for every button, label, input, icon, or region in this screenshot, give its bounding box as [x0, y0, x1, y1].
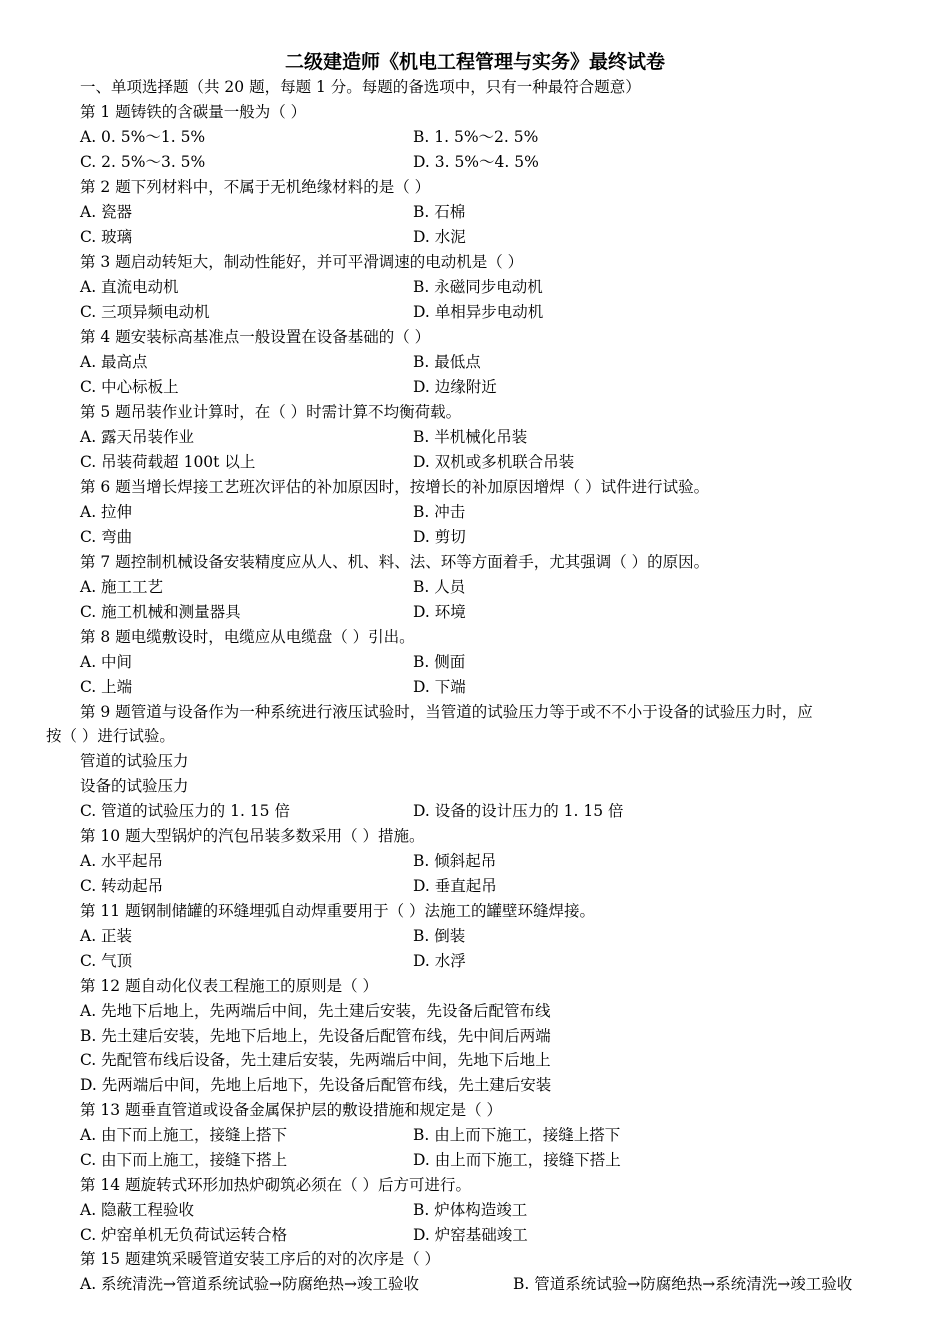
question-13-option-d: D. 由上而下施工，接缝下搭上	[413, 1151, 621, 1169]
question-9-stem-line-2: 按（ ）进行试验。	[46, 727, 175, 745]
question-11-option-b: B. 倒装	[413, 927, 466, 945]
question-4-option-d: D. 边缘附近	[413, 378, 497, 396]
question-12-option-c: C. 先配管布线后设备，先土建后安装，先两端后中间，先地下后地上	[80, 1051, 551, 1069]
question-10-option-b: B. 倾斜起吊	[413, 852, 497, 870]
question-2-option-b: B. 石棉	[413, 203, 466, 221]
question-12-option-b: B. 先土建后安装，先地下后地上，先设备后配管布线，先中间后两端	[80, 1027, 551, 1045]
question-9-option-2: 设备的试验压力	[80, 777, 189, 795]
question-14-stem: 第 14 题旋转式环形加热炉砌筑必须在（ ）后方可进行。	[80, 1176, 472, 1194]
question-6-option-b: B. 冲击	[413, 503, 466, 521]
question-9-stem-line-1: 第 9 题管道与设备作为一种系统进行液压试验时，当管道的试验压力等于或不不小于设备的试验压力时，应	[80, 703, 813, 721]
question-12-option-a: A. 先地下后地上，先两端后中间，先土建后安装，先设备后配管布线	[80, 1002, 551, 1020]
question-14-option-a: A. 隐蔽工程验收	[80, 1201, 195, 1219]
question-1-option-c: C. 2. 5%～3. 5%	[80, 153, 206, 171]
question-8-option-d: D. 下端	[413, 678, 466, 696]
question-6-option-c: C. 弯曲	[80, 528, 133, 546]
question-2-option-c: C. 玻璃	[80, 228, 133, 246]
question-9-option-1: 管道的试验压力	[80, 752, 189, 770]
question-15-option-a: A. 系统清洗→管道系统试验→防腐绝热→竣工验收	[80, 1275, 420, 1293]
question-3-stem: 第 3 题启动转矩大，制动性能好，并可平滑调速的电动机是（ ）	[80, 253, 524, 271]
question-13-option-c: C. 由下而上施工，接缝下搭上	[80, 1151, 288, 1169]
question-10-option-a: A. 水平起吊	[80, 852, 164, 870]
question-5-option-c: C. 吊装荷载超 100t 以上	[80, 453, 256, 471]
question-7-stem: 第 7 题控制机械设备安装精度应从人、机、料、法、环等方面着手，尤其强调（ ）的原因。	[80, 553, 710, 571]
question-14-option-c: C. 炉窑单机无负荷试运转合格	[80, 1226, 288, 1244]
section-heading: 一、单项选择题（共 20 题，每题 1 分。每题的备选项中，只有一种最符合题意）	[80, 78, 641, 96]
question-11-option-d: D. 水浮	[413, 952, 466, 970]
question-10-option-c: C. 转动起吊	[80, 877, 164, 895]
question-9-option-d: D. 设备的设计压力的 1. 15 倍	[413, 802, 624, 820]
question-10-stem: 第 10 题大型锅炉的汽包吊装多数采用（ ）措施。	[80, 827, 425, 845]
question-6-option-d: D. 剪切	[413, 528, 466, 546]
question-4-option-a: A. 最高点	[80, 353, 148, 371]
question-8-stem: 第 8 题电缆敷设时，电缆应从电缆盘（ ）引出。	[80, 628, 415, 646]
question-8-option-a: A. 中间	[80, 653, 133, 671]
question-10-option-d: D. 垂直起吊	[413, 877, 497, 895]
question-7-option-b: B. 人员	[413, 578, 466, 596]
question-4-option-c: C. 中心标板上	[80, 378, 179, 396]
question-6-stem: 第 6 题当增长焊接工艺班次评估的补加原因时，按增长的补加原因增焊（ ）试件进行试验。	[80, 478, 710, 496]
question-8-option-b: B. 侧面	[413, 653, 466, 671]
question-5-option-a: A. 露天吊装作业	[80, 428, 195, 446]
question-13-option-b: B. 由上而下施工，接缝上搭下	[413, 1126, 621, 1144]
question-12-option-d: D. 先两端后中间，先地上后地下，先设备后配管布线，先土建后安装	[80, 1076, 552, 1094]
question-8-option-c: C. 上端	[80, 678, 133, 696]
question-11-stem: 第 11 题钢制储罐的环缝埋弧自动焊重要用于（ ）法施工的罐壁环缝焊接。	[80, 902, 596, 920]
question-11-option-a: A. 正装	[80, 927, 133, 945]
question-14-option-d: D. 炉窑基础竣工	[413, 1226, 528, 1244]
question-1-option-d: D. 3. 5%～4. 5%	[413, 153, 539, 171]
question-2-stem: 第 2 题下列材料中，不属于无机绝缘材料的是（ ）	[80, 178, 431, 196]
question-7-option-d: D. 环境	[413, 603, 466, 621]
question-1-option-b: B. 1. 5%～2. 5%	[413, 128, 539, 146]
question-14-option-b: B. 炉体构造竣工	[413, 1201, 528, 1219]
question-2-option-a: A. 瓷器	[80, 203, 133, 221]
question-5-stem: 第 5 题吊装作业计算时，在（ ）时需计算不均衡荷载。	[80, 403, 462, 421]
question-12-stem: 第 12 题自动化仪表工程施工的原则是（ ）	[80, 977, 379, 995]
question-4-option-b: B. 最低点	[413, 353, 481, 371]
question-5-option-b: B. 半机械化吊装	[413, 428, 528, 446]
question-15-stem: 第 15 题建筑采暖管道安装工序后的对的次序是（ ）	[80, 1250, 441, 1268]
question-11-option-c: C. 气顶	[80, 952, 133, 970]
question-3-option-b: B. 永磁同步电动机	[413, 278, 543, 296]
question-3-option-d: D. 单相异步电动机	[413, 303, 544, 321]
question-1-stem: 第 1 题铸铁的含碳量一般为（ ）	[80, 103, 307, 121]
question-5-option-d: D. 双机或多机联合吊装	[413, 453, 575, 471]
question-6-option-a: A. 拉伸	[80, 503, 133, 521]
question-1-option-a: A. 0. 5%～1. 5%	[80, 128, 206, 146]
question-9-option-c: C. 管道的试验压力的 1. 15 倍	[80, 802, 290, 820]
question-13-stem: 第 13 题垂直管道或设备金属保护层的敷设措施和规定是（ ）	[80, 1101, 503, 1119]
question-3-option-a: A. 直流电动机	[80, 278, 179, 296]
question-4-stem: 第 4 题安装标高基准点一般设置在设备基础的（ ）	[80, 328, 431, 346]
question-7-option-c: C. 施工机械和测量器具	[80, 603, 241, 621]
question-2-option-d: D. 水泥	[413, 228, 466, 246]
question-13-option-a: A. 由下而上施工，接缝上搭下	[80, 1126, 288, 1144]
question-15-option-b: B. 管道系统试验→防腐绝热→系统清洗→竣工验收	[513, 1275, 853, 1293]
exam-title: 二级建造师《机电工程管理与实务》最终试卷	[284, 51, 665, 73]
question-7-option-a: A. 施工工艺	[80, 578, 164, 596]
question-3-option-c: C. 三项异频电动机	[80, 303, 210, 321]
